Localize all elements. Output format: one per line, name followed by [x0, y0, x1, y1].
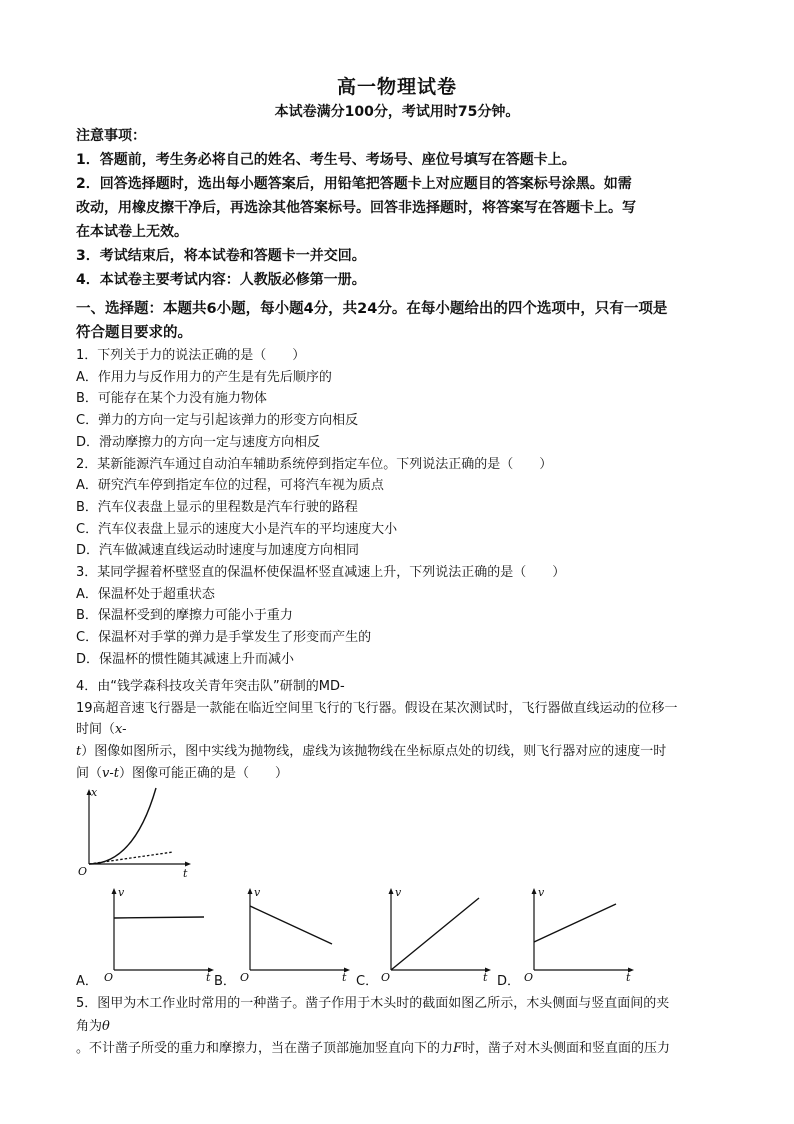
stem-text: 间（: [76, 765, 103, 781]
option-item: B．汽车仪表盘上显示的里程数是汽车行驶的路程: [76, 499, 358, 515]
v-axis-label: v: [538, 886, 545, 899]
stem-text: ）图像如图所示，图中实线为抛物线，虚线为该抛物线在坐标原点处的切线，则飞行器对应的速度一时: [81, 744, 667, 760]
notes-heading: 注意事项：: [76, 128, 146, 144]
notes-item: 2．回答选择题时，选出每小题答案后，用铅笔把答题卡上对应题目的答案标号涂黑。如需: [76, 176, 632, 192]
x-t-graph: [76, 786, 196, 878]
question-5: [76, 993, 726, 1061]
velocity-line: [534, 904, 616, 942]
velocity-line: [114, 917, 204, 918]
option-item: B．保温杯受到的摩擦力可能小于重力: [76, 608, 293, 624]
exam-subtitle: 本试卷满分100分，考试用时75分钟。: [274, 104, 520, 120]
section-heading-line: 一、选择题：本题共6小题，每小题4分，共24分。在每小题给出的四个选项中，只有一项是: [76, 301, 668, 317]
option-item: A．研究汽车停到指定车位的过程，可将汽车视为质点: [76, 478, 384, 494]
option-item: B．可能存在某个力没有施力物体: [76, 391, 267, 407]
v-axis-label: v: [395, 886, 402, 899]
velocity-line: [250, 906, 332, 944]
math-var: t: [76, 744, 82, 760]
question-stem: [76, 719, 726, 741]
y-axis-label: x: [91, 786, 98, 799]
notes-block: [76, 124, 726, 292]
notes-item: 4．本试卷主要考试内容：人教版必修第一册。: [76, 272, 366, 288]
option-a-label: A．: [76, 974, 98, 989]
question-stem: 4．由“钱学森科技攻关青年突击队”研制的MD-: [76, 679, 345, 694]
option-item: A．保温杯处于超重状态: [76, 586, 215, 602]
option-b-label: B．: [214, 974, 236, 989]
origin-label: O: [524, 971, 534, 984]
question-stem: 5．图甲为木工作业时常用的一种凿子。凿子作用于木头时的截面如图乙所示，木头侧面与竖直面间的夹: [76, 996, 670, 1011]
stem-text: 角为: [76, 1018, 103, 1034]
notes-item: 在本试卷上无效。: [76, 224, 188, 240]
option-a-graph: [98, 884, 218, 984]
question-stem: [76, 1016, 726, 1039]
option-item: A．作用力与反作用力的产生是有先后顺序的: [76, 369, 332, 385]
math-var: v-t: [102, 765, 119, 781]
math-var: x-: [115, 722, 127, 738]
origin-label: O: [381, 971, 391, 984]
option-item: D．滑动摩擦力的方向一定与速度方向相反: [76, 434, 321, 450]
t-axis-label: t: [342, 971, 347, 984]
option-c-label: C．: [356, 974, 379, 989]
option-item: D．保温杯的惯性随其减速上升而减小: [76, 651, 295, 667]
option-item: D．汽车做减速直线运动时速度与加速度方向相同: [76, 543, 360, 559]
notes-item: 改动，用橡皮擦干净后，再选涂其他答案标号。回答非选择题时，将答案写在答题卡上。写: [76, 200, 636, 216]
question-stem: 19高超音速飞行器是一款能在临近空间里飞行的飞行器。假设在某次测试时，飞行器做直线运动的位移一: [76, 700, 678, 716]
origin-label: O: [78, 865, 88, 878]
x-axis-label: t: [183, 867, 188, 878]
notes-item: 1．答题前，考生务必将自己的姓名、考生号、考场号、座位号填写在答题卡上。: [76, 152, 576, 168]
option-item: C．弹力的方向一定与引起该弹力的形变方向相反: [76, 413, 359, 429]
question-stem: [76, 763, 726, 785]
question-stem: [76, 1038, 726, 1061]
origin-label: O: [240, 971, 250, 984]
stem-text: 时，凿子对木头侧面和竖直面的压力: [462, 1041, 671, 1056]
math-var: F: [453, 1041, 463, 1056]
option-d-label: D．: [497, 974, 521, 989]
option-item: C．汽车仪表盘上显示的速度大小是汽车的平均速度大小: [76, 521, 398, 537]
question-4: [76, 676, 726, 785]
t-axis-label: t: [206, 971, 211, 984]
stem-text: 。不计凿子所受的重力和摩擦力，当在凿子顶部施加竖直向下的力: [76, 1041, 454, 1056]
stem-text: ）图像可能正确的是（ ）: [118, 765, 288, 781]
question-stem: 1．下列关于力的说法正确的是（ ）: [76, 348, 306, 363]
math-var: θ: [102, 1018, 110, 1034]
t-axis-label: t: [483, 971, 488, 984]
option-b-graph: [234, 884, 354, 984]
parabola-curve: [89, 788, 156, 864]
stem-text: 时间（: [76, 722, 116, 738]
velocity-line: [391, 898, 479, 970]
option-d-graph: [518, 884, 638, 984]
v-axis-label: v: [118, 886, 125, 899]
option-c-graph: [375, 884, 495, 984]
questions-1-3: [76, 345, 726, 671]
question-stem: 3．某同学握着杯壁竖直的保温杯使保温杯竖直减速上升，下列说法正确的是（ ）: [76, 565, 566, 581]
section-heading-line: 符合题目要求的。: [76, 325, 192, 341]
v-axis-label: v: [254, 886, 261, 899]
option-item: C．保温杯对手掌的弹力是手掌发生了形变而产生的: [76, 630, 372, 646]
t-axis-label: t: [626, 971, 631, 984]
question-stem: [76, 741, 726, 763]
origin-label: O: [104, 971, 114, 984]
section-heading: [76, 297, 726, 345]
question-stem: 2．某新能源汽车通过自动泊车辅助系统停到指定车位。下列说法正确的是（ ）: [76, 456, 553, 472]
page-title: 高一物理试卷: [336, 76, 457, 98]
notes-item: 3．考试结束后，将本试卷和答题卡一并交回。: [76, 248, 366, 264]
